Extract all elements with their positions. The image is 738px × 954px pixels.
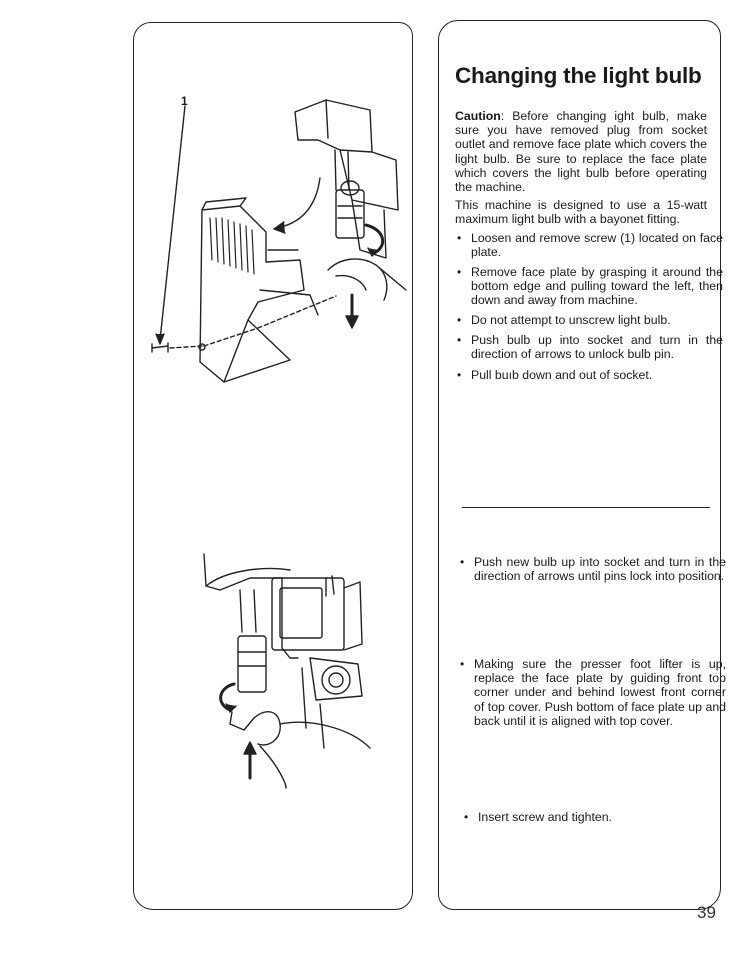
- section-title: Changing the light bulb: [455, 63, 702, 88]
- bullet-icon: •: [457, 265, 462, 279]
- bullet-icon: •: [457, 231, 462, 245]
- bullet-icon: •: [460, 657, 465, 671]
- list-item: • Pull buıb down and out of socket.: [457, 368, 653, 382]
- bullet-icon: •: [457, 368, 462, 382]
- list-item: • Push new bulb up into socket and turn in the direction of arrows until pins lock into position.: [460, 555, 726, 584]
- list-item: • Push bulb up into socket and turn in the direction of arrows to unlock bulb pin.: [457, 333, 723, 362]
- bullet-icon: •: [464, 810, 469, 824]
- face-plate-removal-illustration: [140, 90, 410, 390]
- list-item: • Loosen and remove screw (1) located on face plate.: [457, 231, 723, 260]
- bullet-icon: •: [460, 555, 465, 569]
- list-item: • Making sure the presser foot lifter is up, replace the face plate by guiding front top corner under and behind lowest front corner of top cover. Push bottom of face plate up and back until it is aligned with top cover.: [460, 657, 726, 728]
- list-item: • Insert screw and tighten.: [464, 810, 612, 824]
- list-item: • Do not attempt to unscrew light bulb.: [457, 313, 671, 327]
- list-item: • Remove face plate by grasping it around the bottom edge and pulling toward the left, then down and away from machine.: [457, 265, 723, 308]
- caution-label: Caution: [455, 109, 501, 123]
- callout-number: 1: [181, 94, 188, 108]
- intro-paragraph: This machine is designed to use a 15-watt maximum light bulb with a bayonet fitting.: [455, 198, 707, 227]
- caution-paragraph: [455, 109, 707, 194]
- page-number: 39: [697, 903, 716, 922]
- section-divider: [462, 507, 710, 508]
- bullet-icon: •: [457, 333, 462, 347]
- caution-text: : Before changing ight bulb, make sure you have removed plug from socket outlet and remove face plate which covers the light bulb. Be sure to replace the face plate which covers the light bulb before operating the machine.: [455, 109, 707, 195]
- bullet-icon: •: [457, 313, 462, 327]
- bulb-installation-illustration: [190, 548, 410, 788]
